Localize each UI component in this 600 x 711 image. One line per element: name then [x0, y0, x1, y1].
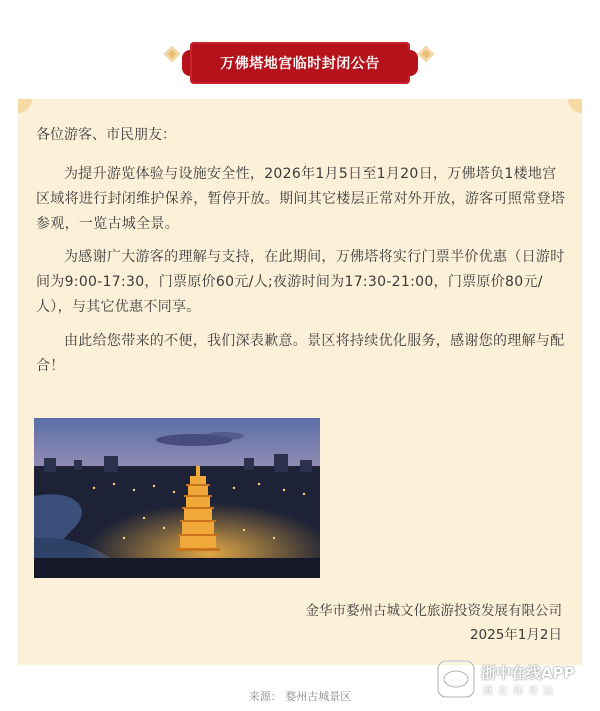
source-credit: 来源： 婺州古城景区 [248, 690, 352, 703]
greeting: 各位游客、市民朋友： [36, 127, 176, 143]
title-banner [0, 42, 600, 86]
watermark-slogan: 就在你身边 [483, 686, 558, 697]
paragraph-apology: 由此给您带来的不便，我们深表歉意。景区将持续优化服务，感谢您的理解与配合！ [36, 333, 565, 374]
pagoda-night-photo [34, 418, 320, 578]
diamond-ornament-icon [416, 44, 436, 64]
paragraph-closure: 为提升游览体验与设施安全性，2026年1月5日至1月20日，万佛塔负1楼地宫区域将进行封闭维护保养，暂停开放。期间其它楼层正常对外开放，游客可照常登塔参观，一览古城全景。 [36, 166, 566, 232]
banner-plate [190, 42, 410, 84]
page-title: 万佛塔地宫临时封闭公告 [220, 56, 380, 72]
paragraph-discount: 为感谢广大游客的理解与支持，在此期间，万佛塔将实行门票半价优惠（日游时间为9:00-17:30，门票原价60元/人;夜游时间为17:30-21:00，门票原价80元/人），与其它优惠不同享。 [36, 249, 565, 315]
issue-date: 2025年1月2日 [469, 627, 562, 643]
watermark-app-name: 浙中在线APP [481, 664, 575, 682]
diamond-ornament-icon [162, 44, 182, 64]
issuing-organization: 金华市婺州古城文化旅游投资发展有限公司 [305, 603, 562, 619]
